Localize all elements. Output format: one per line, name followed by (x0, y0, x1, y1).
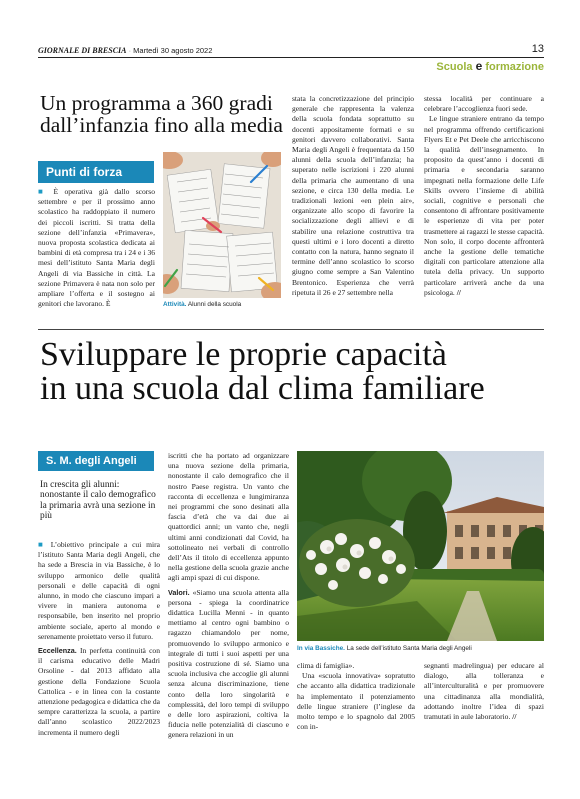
activity-photo (163, 152, 281, 298)
article2-col1-lead: Eccellenza. (38, 646, 77, 656)
article2-column-3 (297, 661, 415, 732)
school-caption-label: In via Bassiche. (297, 645, 345, 652)
activity-caption-label: Attività. (163, 301, 187, 308)
article2-col2-p1-text: iscritti che ha portato ad organizzare una nuova sezione della primaria, nonostante il calo demografico che il nostro Paese registra. Un vanto che racconta di eccellenza e lungimiranza nei programmi che sono desinati alla fascia d’età che va dai due ai quattordici anni; un vanto che, negli ultimi anni condizionati dal Covid, ha sottolineato nei verbali di controllo dell’Ats il titolo di eccellenza appunto nella gestione della scuola grazie anche agli ampi spazi di cui dispone. (168, 451, 289, 583)
article1-box-label: Punti di forza (38, 161, 154, 183)
article2-col2-lead: Valori. (168, 587, 190, 597)
article1-column-2 (292, 94, 414, 298)
article1-column-3 (424, 94, 544, 298)
article2-col3-p1-text: clima di famiglia». (297, 661, 355, 670)
school-caption-text: La sede dell’istituto Santa Maria degli Angeli (346, 645, 472, 652)
article1-col3-text: stessa località per continuare a celebrare l’accoglienza fuori sede. (424, 94, 544, 114)
article2-title (40, 338, 550, 406)
article2-end-mark: // (512, 712, 517, 722)
article1-title-line2: dall’infanzia fino alla media (40, 113, 283, 137)
article1-end-mark: // (456, 287, 461, 297)
school-photo-drawing (297, 451, 544, 641)
issue-date: Martedì 30 agosto 2022 (133, 46, 213, 55)
article2-col4-text: segnanti madrelingua) per educare al dialogo, alla tolleranza e all’interculturalità e per promuovere una cittadinanza alla mondialità, adottando inoltre l’idea di spazi tramutati in aule laboratorio. (424, 661, 544, 722)
article1-title (40, 92, 300, 136)
bullet-icon: ■ (38, 187, 48, 196)
article1-title-line1: Un programma a 360 gradi (40, 91, 273, 115)
page-number: 13 (531, 43, 544, 55)
article2-column-2 (168, 451, 289, 741)
article2-subhead: In crescita gli alunni: nonostante il calo demografico la primaria avrà una sezione in più (40, 480, 156, 522)
article1-col3-p2-text: Le lingue straniere entrano da tempo nel programma offrendo certificazioni Flyers Et e Pet Deele che arricchiscono la qualità dell’insegnamento. In proposito da quest’anno i docenti di primaria e secondaria saranno impegnati nella formazione delle Life Skills ovvero l’insieme di abilità sociali, cognitive e personali che consentono di affrontare positivamente le esperienze di vita per poter trasmettere ai ragazzi le stesse capacità. Non solo, il corpo docente affronterà anche la gestione delle tematiche digitali con particolare attenzione alla tutela della privacy. Un supporto particolare arriverà anche da una psicologa. (424, 114, 544, 297)
header-separator: · (128, 46, 132, 55)
article2-box-label: S. M. degli Angeli (38, 451, 154, 471)
section-title (436, 59, 544, 74)
activity-photo-drawing (163, 152, 281, 298)
article2-col1-p1-text: L’obiettivo principale a cui mira l’istituto Santa Maria degli Angeli, che ha sede a Brescia in via Bassiche, è lo sviluppo armonico delle qualità personali e delle capacità di ogni alunno, in modo che ciascuno impari a vivere in maniera autonoma e responsabile, ben inserito nel proprio ambiente sociale, aperto al mondo e serenamente proiettato verso il futuro. (38, 540, 160, 641)
section-title-formazione: formazione (485, 61, 544, 73)
article2-column-4 (424, 661, 544, 722)
bullet-icon: ■ (38, 540, 46, 549)
school-photo (297, 451, 544, 641)
section-title-e: e (475, 59, 483, 73)
masthead (38, 44, 548, 58)
header-rule (38, 57, 544, 58)
article1-col1-text: È operativa già dallo scorso settembre e per il prossimo anno scolastico ha raddoppiato il numero dei piccoli iscritti. Si tratta della sezione dell’infanzia «Primavera», nuova proposta scolastica dedicata ai bambini di età compresa tra i 24 e i 36 mesi dell’istituto Santa Maria degli Angeli di via Bassiche in città. La sezione Primavera è nata non solo per ampliare l’offerta e il sostegno ai genitori che lavorano. È (38, 187, 155, 309)
article2-title-line1: Sviluppare le proprie capacità (40, 336, 447, 373)
article2-col3-p2-text: Una «scuola innovativa» sopratutto che accanto alla didattica tradizionale ha implementato il potenziamento delle lingue straniere (l’inglese da molto tempo e lo spagnolo dal 2005 con in- (297, 671, 415, 732)
newspaper-name: GIORNALE DI BRESCIA (38, 46, 127, 55)
school-photo-caption (297, 645, 547, 653)
article1-col2-text: stata la concretizzazione del principio generale che rappresenta la valenza della scuola fondata soprattutto su docenti appositamente formati e su genitori davvero collaborativi. Santa Maria degli Angeli è frequentata da 150 alunni della scuola dell’infanzia; ha superato nelle iscrizioni i 220 alunni della primaria che aumentano di una sezione, e circa 130 della media. Le tradizionali lezioni «en plein air», organizzate allo scopo di favorire la socializzazione degli allievi e di stabilire una relazione costruttiva tra questi ultimi e i loro docenti a diretto contatto con la natura, hanno segnato il termine dell’anno scolastico lo scorso giugno come sempre a San Valentino Brentonico. Esperienza che verrà ripetuta il 26 e 27 settembre nella (292, 94, 414, 297)
article2-col1-p2-text: In perfetta continuità con il carisma educativo delle Madri Orsoline - dal 2013 affidato alla gestione della Fondazione Scuola Cattolica - e in linea con la costante attenzione pedagogica e didattica che da sempre caratterizza la scuola, a partire dall’anno scolastico 2022/2023 incrementa il numero degli (38, 646, 160, 737)
section-title-scuola: Scuola (436, 61, 473, 73)
article-separator (38, 329, 544, 330)
article2-title-line2: in una scuola dal clima familiare (40, 370, 485, 407)
article1-column-1 (38, 187, 155, 309)
article2-col2-p2-text: «Siamo una scuola attenta alla persona - spiega la coordinatrice didattica Lucilla Menni - in quanto mettiamo al centro ogni bambino o ragazzo chiamandolo per nome, promuovendo lo sviluppo armonico e integrale di tutti i suoi aspetti per una positiva costruzione di sé. Siamo una scuola inclusiva che accoglie gli alunni senza alcuna discriminazione, tiene conto della loro singolarità e complessità, del loro tempi di sviluppo e delle loro aspirazioni, coltiva la fiducia nelle potenzialità di ciascuno e genera relazioni in un (168, 587, 290, 740)
activity-photo-caption (163, 301, 283, 309)
article2-column-1 (38, 540, 160, 738)
activity-caption-text: Alunni della scuola (187, 301, 242, 308)
